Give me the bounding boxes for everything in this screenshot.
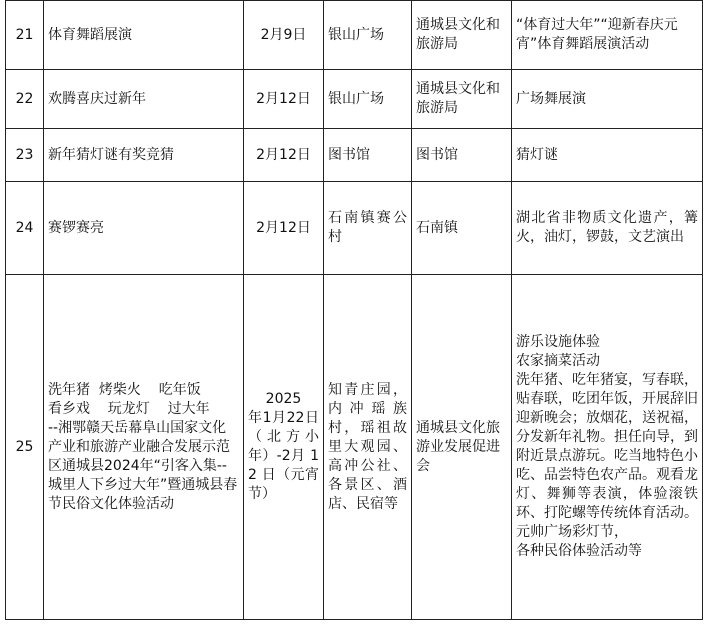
event-name: 欢腾喜庆过新年 bbox=[44, 70, 244, 129]
event-venue: 银山广场 bbox=[324, 1, 412, 70]
row-number: 24 bbox=[6, 182, 44, 275]
event-content bbox=[512, 129, 703, 182]
event-name: 体育舞蹈展演 bbox=[44, 1, 244, 70]
event-content bbox=[512, 70, 703, 129]
event-venue: 知青庄园，内冲瑶族村，瑶祖故里大观园、高冲公社、各景区、酒店、民宿等 bbox=[324, 275, 412, 620]
event-date-line: 2025 bbox=[265, 391, 302, 407]
event-date: 2月12日 bbox=[244, 70, 324, 129]
table-row bbox=[6, 70, 703, 129]
event-name: 新年猜灯谜有奖竞猜 bbox=[44, 129, 244, 182]
content-line: 农家摘菜活动 bbox=[516, 353, 600, 369]
event-organizer: 通城县文化和旅游局 bbox=[412, 70, 512, 129]
event-name-line: 洗年猪 烤柴火 吃年饭 bbox=[48, 381, 201, 398]
event-content bbox=[512, 1, 703, 70]
event-organizer: 通城县文化旅游业发展促进会 bbox=[412, 275, 512, 620]
event-date bbox=[244, 275, 324, 620]
table-row bbox=[6, 275, 703, 620]
event-organizer: 图书馆 bbox=[412, 129, 512, 182]
table-row bbox=[6, 129, 703, 182]
row-number: 22 bbox=[6, 70, 44, 129]
table-row bbox=[6, 1, 703, 70]
content-line: 各种民俗体验活动等 bbox=[516, 543, 642, 559]
events-table bbox=[5, 0, 703, 620]
event-content bbox=[512, 182, 703, 275]
event-date-line: 年1月22日（北方小年）-2月 12 日（元宵节） bbox=[248, 410, 319, 502]
event-content bbox=[512, 275, 703, 620]
event-venue: 石南镇赛公村 bbox=[324, 182, 412, 275]
content-line: 游乐设施体验 bbox=[516, 334, 600, 350]
row-number: 25 bbox=[6, 275, 44, 620]
event-name-line: 看乡戏 玩龙灯 过大年 bbox=[48, 400, 210, 417]
content-line: 猜灯谜 bbox=[516, 146, 558, 163]
row-number: 23 bbox=[6, 129, 44, 182]
event-name-line: --湘鄂赣天岳幕阜山国家文化产业和旅游产业融合发展示范区通城县2024年“引客入集--城里人下乡过大年”暨通城县春节民俗文化体验活动 bbox=[48, 419, 238, 512]
event-venue: 图书馆 bbox=[324, 129, 412, 182]
event-organizer: 通城县文化和旅游局 bbox=[412, 1, 512, 70]
content-line: 湖北省非物质文化遗产，篝火，油灯，锣鼓，文艺演出 bbox=[516, 210, 698, 245]
event-date: 2月12日 bbox=[244, 129, 324, 182]
content-line: 洗年猪、吃年猪宴，写春联，贴春联，吃团年饭，开展辞旧迎新晚会；放烟花，送祝福，分发新年礼物。担任向导，到附近景点游玩。吃当地特色小吃、品尝特色农产品。观看龙灯、舞狮等表演，体验滚铁环、打陀螺等传统体育活动。 bbox=[516, 372, 698, 521]
content-line: 元帅广场彩灯节， bbox=[516, 524, 628, 540]
event-organizer: 石南镇 bbox=[412, 182, 512, 275]
event-date: 2月9日 bbox=[244, 1, 324, 70]
content-line: “体育过大年”“迎新春庆元宵”体育舞蹈展演活动 bbox=[516, 17, 678, 52]
content-line: 广场舞展演 bbox=[516, 90, 586, 107]
event-venue: 银山广场 bbox=[324, 70, 412, 129]
event-date: 2月12日 bbox=[244, 182, 324, 275]
event-name: 赛锣赛亮 bbox=[44, 182, 244, 275]
table-row bbox=[6, 182, 703, 275]
row-number: 21 bbox=[6, 1, 44, 70]
event-name bbox=[44, 275, 244, 620]
